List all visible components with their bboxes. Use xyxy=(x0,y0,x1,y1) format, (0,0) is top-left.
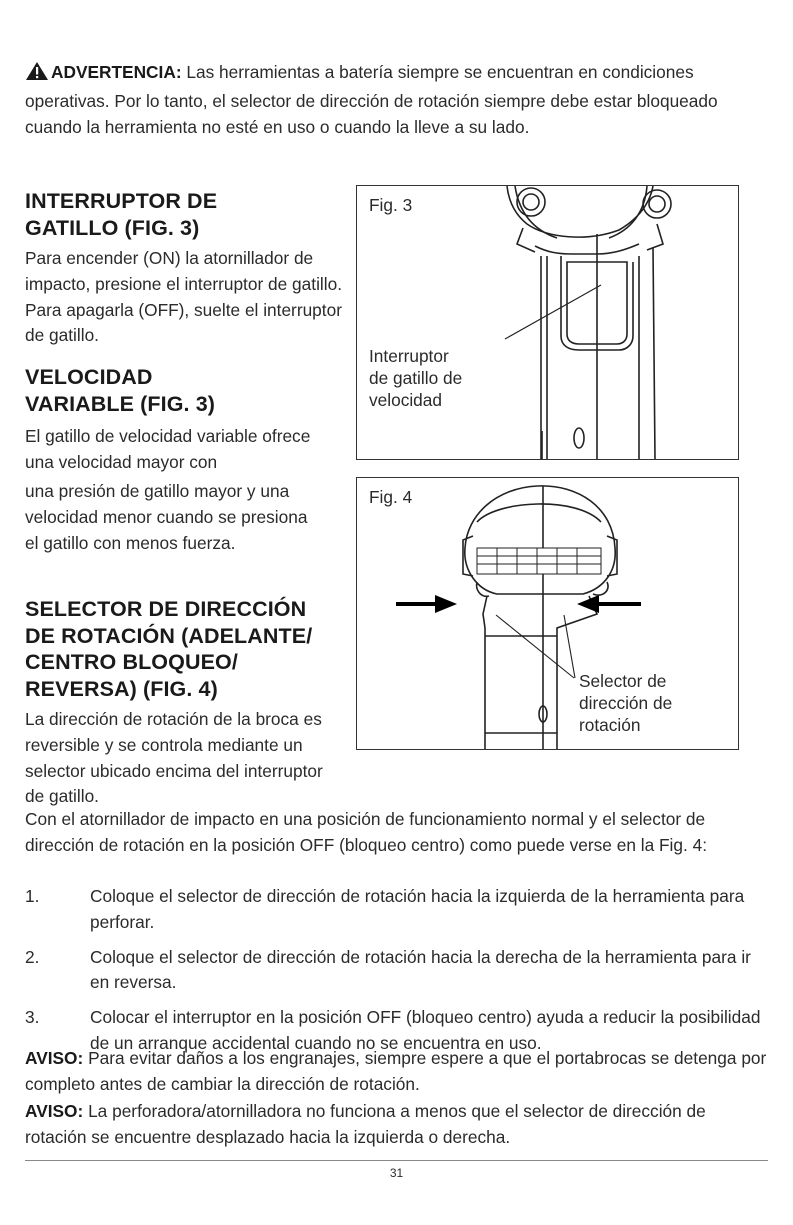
warning-paragraph xyxy=(25,60,765,140)
fig4-callout-line1: Selector de xyxy=(579,671,667,691)
speed-heading xyxy=(25,364,215,417)
fig4-label: Fig. 4 xyxy=(369,487,413,507)
page-number: 31 xyxy=(389,1166,404,1180)
fig3-label: Fig. 3 xyxy=(369,195,413,215)
figure-3 xyxy=(356,185,739,460)
notice-1-label: AVISO: xyxy=(25,1048,84,1068)
warning-triangle-icon xyxy=(25,61,49,89)
step-text: Colocar el interruptor en la posición OFF (bloqueo centro) ayuda a reducir la posibilidad de un arranque accidental cuando no se encuentra en uso. xyxy=(90,1007,761,1053)
list-spacer xyxy=(25,996,770,1005)
fig3-callout-line2: de gatillo de xyxy=(369,368,463,388)
selector-heading-line1: SELECTOR DE DIRECCIÓN xyxy=(25,597,307,621)
speed-body-b: una presión de gatillo mayor y una velocidad menor cuando se presiona el gatillo con menos fuerza. xyxy=(25,481,308,553)
notice-2-text: La perforadora/atornilladora no funciona a menos que el selector de dirección de rotación se encuentre desplazado hacia la izquierda o derecha. xyxy=(25,1101,706,1147)
fig4-drill-illustration xyxy=(357,478,738,749)
step-text: Coloque el selector de dirección de rotación hacia la derecha de la herramienta para ir en reversa. xyxy=(90,946,751,993)
fig3-callout-line3: velocidad xyxy=(369,390,443,410)
arrow-left-icon xyxy=(577,595,641,613)
fig3-drill-illustration xyxy=(357,186,738,459)
fig4-callout-line2: dirección de xyxy=(579,693,673,713)
selector-body: La dirección de rotación de la broca es reversible y se controla mediante un selector ubicado encima del interruptor de gatillo. xyxy=(25,709,323,807)
footer-rule xyxy=(25,1160,768,1161)
notice-1 xyxy=(25,1046,770,1098)
selector-heading-line3: CENTRO BLOQUEO/ xyxy=(25,650,238,674)
notice-2 xyxy=(25,1099,765,1151)
list-item xyxy=(25,884,770,936)
trigger-heading xyxy=(25,188,217,241)
fig3-callout-line1: Interruptor xyxy=(369,346,449,366)
notice-2-label: AVISO: xyxy=(25,1101,84,1121)
warning-text: Las herramientas a batería siempre se encuentran en condiciones operativas. Por lo tanto, el selector de dirección de rotación siempre debe estar bloqueado cuando la herramienta no esté en uso o cuando la lleve a su lado. xyxy=(25,62,718,137)
fig4-callout xyxy=(577,670,674,736)
trigger-heading-line1: INTERRUPTOR DE xyxy=(25,189,218,213)
trigger-body: Para encender (ON) la atornillador de impacto, presione el interruptor de gatillo. Para apagarla (OFF), suelte el interruptor de gatillo. xyxy=(25,248,342,346)
step-text: Coloque el selector de dirección de rotación hacia la izquierda de la herramienta para perforar. xyxy=(90,886,745,932)
fig3-callout xyxy=(367,345,464,411)
speed-heading-line2: VARIABLE (FIG. 3) xyxy=(25,391,216,416)
warning-label: ADVERTENCIA: xyxy=(51,62,182,82)
trigger-heading-line2: GATILLO (FIG. 3) xyxy=(25,215,200,240)
selector-heading-line4: REVERSA) (FIG. 4) xyxy=(25,676,218,701)
speed-body-a: El gatillo de velocidad variable ofrece una velocidad mayor con xyxy=(25,426,311,472)
intro-paragraph: Con el atornillador de impacto en una posición de funcionamiento normal y el selector de dirección de rotación en la posición OFF (bloqueo centro) como puede verse en la Fig. 4: xyxy=(25,809,708,855)
figure-4 xyxy=(356,477,739,750)
selector-heading xyxy=(25,596,312,702)
step-number: 1. xyxy=(25,886,40,906)
list-item xyxy=(25,945,770,997)
selector-heading-line2: DE ROTACIÓN (ADELANTE/ xyxy=(25,623,313,648)
arrow-right-icon xyxy=(396,595,457,613)
speed-heading-line1: VELOCIDAD xyxy=(25,365,153,389)
fig4-callout-line3: rotación xyxy=(579,715,641,735)
list-spacer xyxy=(25,936,770,945)
step-number: 3. xyxy=(25,1007,40,1028)
notice-1-text: Para evitar daños a los engranajes, siempre espere a que el portabrocas se detenga por completo antes de cambiar la dirección de rotación. xyxy=(25,1048,767,1094)
steps-list xyxy=(25,884,770,1057)
step-number: 2. xyxy=(25,946,40,967)
